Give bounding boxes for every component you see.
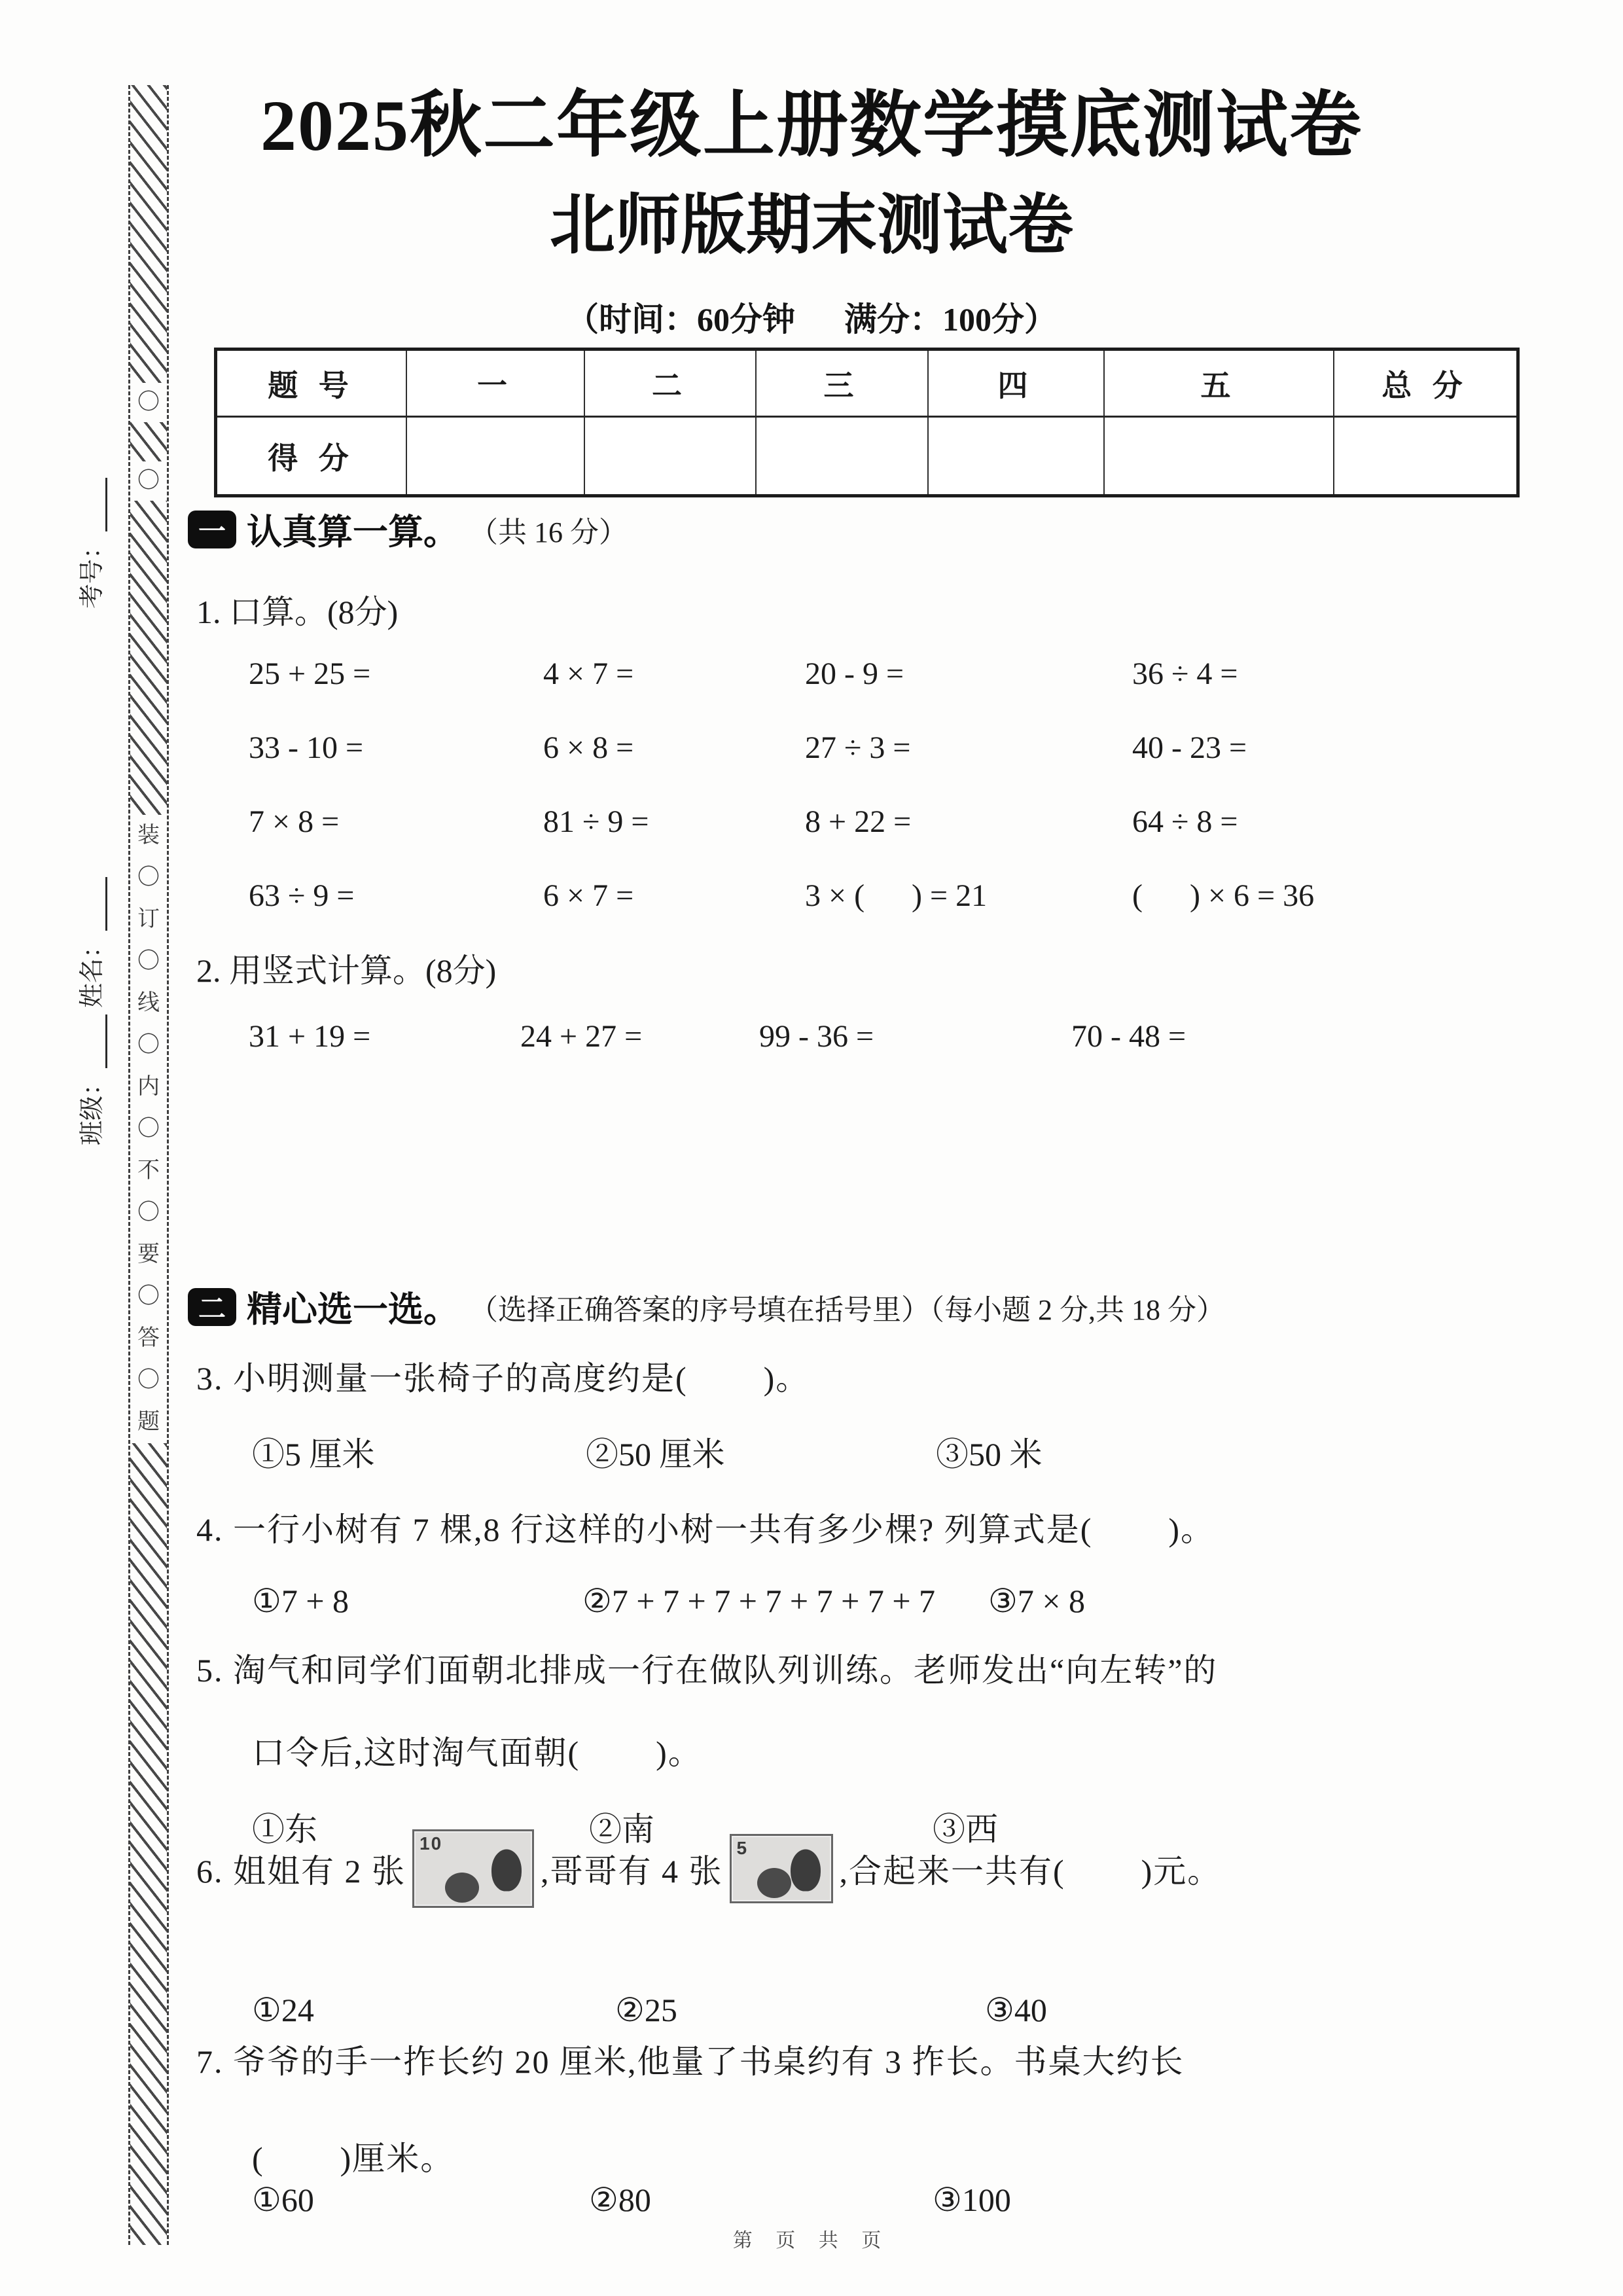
section-number-badge: 一 [188,511,236,548]
question-2-label: 2. 用竖式计算。(8分) [196,952,497,989]
option-item: ①24 [252,1992,314,2028]
student-name-blank [83,877,107,931]
seal-text-sequence [137,815,160,1443]
vertical-calc-problem: 99 - 36 = [759,1019,874,1054]
exam-number-blank [83,478,107,531]
math-problem: 36 ÷ 4 = [1132,656,1238,691]
math-problem: 63 ÷ 9 = [249,878,355,913]
seal-circle: 〇 [137,390,160,414]
score-table-column-header: 三 [755,351,927,416]
portrait-silhouette [491,1850,522,1892]
seal-character: 装 [137,823,160,848]
option-item: ①5 厘米 [252,1436,375,1473]
section-one-points-note: （共 16 分） [469,516,628,548]
math-problem: 4 × 7 = [543,656,634,691]
score-table-column-header: 四 [927,351,1103,416]
score-cell-empty [927,418,1103,494]
score-table [214,348,1520,497]
seal-character: 线 [137,991,160,1015]
seal-character: 不 [137,1158,160,1183]
oral-math-grid [249,656,1459,952]
question-1-label: 1. 口算。(8分) [196,594,399,630]
question-3-options [252,1428,1043,1475]
question-6-options [252,1991,1047,2029]
seal-strip [128,85,169,2245]
student-name-label: 姓名： [79,933,106,1008]
math-problem: 7 × 8 = [249,804,340,839]
option-item: ③40 [985,1992,1047,2028]
math-problem: 27 ÷ 3 = [805,730,911,765]
math-problem: 25 + 25 = [249,656,371,691]
score-cell-empty [1103,418,1333,494]
question-6-text-suffix: ,合起来一共有( )元。 [839,1853,1222,1890]
question-7-text-line1: 7. 爷爷的手一拃长约 20 厘米,他量了书桌约有 3 拃长。书桌大约长 [196,2043,1185,2080]
score-table-score-row [217,418,1516,494]
section-one-header [188,504,628,554]
math-problem: ( ) × 6 = 36 [1132,878,1315,913]
score-table-column-header: 二 [584,351,755,416]
math-problem: 81 ÷ 9 = [543,804,649,839]
math-problem: 6 × 7 = [543,878,634,913]
section-number-badge: 二 [188,1288,236,1326]
option-item: ①60 [252,2181,314,2218]
option-item: ②25 [615,1992,677,2028]
section-one-title: 认真算一算。 [247,512,459,552]
score-table-header-row [217,351,1516,418]
question-6-text-prefix: 6. 姐姐有 2 张 [196,1853,406,1890]
vertical-calc-problem: 31 + 19 = [249,1019,371,1054]
question-3-text: 3. 小明测量一张椅子的高度约是( )。 [196,1360,810,1397]
vertical-calc-problem: 70 - 48 = [1071,1019,1186,1054]
question-4-text: 4. 一行小树有 7 棵,8 行这样的小树一共有多少棵? 列算式是( )。 [196,1511,1215,1548]
hatch-marks [130,501,167,815]
score-table-column-header: 总 分 [1333,351,1516,416]
option-item: ②南 [589,1811,654,1848]
seal-character: 内 [137,1075,160,1099]
question-4-options [252,1582,1085,1620]
option-item: ③西 [933,1811,998,1848]
option-item: ②50 厘米 [586,1436,725,1473]
paper-subtitle: 北师版期末测试卷 [550,189,1073,262]
math-problem: 33 - 10 = [249,730,364,765]
time-and-score-meta: （时间：60分钟 满分：100分） [566,301,1057,338]
banknote-ink-blob [757,1868,791,1898]
banknote-10-yuan-image [412,1829,534,1908]
banknote-denomination: 10 [419,1833,443,1854]
paper-title: 2025秋二年级上册数学摸底测试卷 [260,86,1363,166]
math-problem: 3 × ( ) = 21 [805,878,988,913]
score-cell-empty [584,418,755,494]
seal-character: 题 [137,1410,160,1434]
class-blank [83,1014,107,1068]
seal-character: 答 [137,1326,160,1350]
seal-character: 订 [137,907,160,931]
seal-character: 〇 [137,1033,160,1057]
question-7-options [252,2181,1011,2219]
seal-character: 〇 [137,1117,160,1141]
score-cell-empty [406,418,584,494]
seal-character: 〇 [137,1284,160,1308]
vertical-calc-problem: 24 + 27 = [520,1019,643,1054]
question-5-text-line2: 口令后,这时淘气面朝( )。 [252,1734,702,1771]
class-label: 班级： [79,1070,106,1145]
option-item: ①7 + 8 [252,1583,349,1619]
math-problem: 6 × 8 = [543,730,634,765]
seal-character: 〇 [137,949,160,973]
math-problem: 40 - 23 = [1132,730,1247,765]
seal-character: 〇 [137,865,160,889]
banknote-5-yuan-image [730,1834,833,1903]
math-problem: 64 ÷ 8 = [1132,804,1238,839]
seal-character: 〇 [137,1200,160,1225]
question-7-text-line2: ( )厘米。 [252,2140,455,2177]
score-table-row-label: 得 分 [268,441,355,475]
option-item: ③100 [933,2181,1011,2218]
question-6-text-middle: ,哥哥有 4 张 [541,1853,723,1890]
option-item: ②80 [589,2181,651,2218]
exam-number-field [76,478,107,609]
option-item: ①东 [252,1811,317,1848]
option-item: ③7 × 8 [988,1583,1086,1619]
page-footer: 第 页 共 页 [732,2230,891,2251]
score-table-column-header: 五 [1103,351,1333,416]
student-name-field [76,877,107,1008]
vertical-calc-row [249,1018,1459,1054]
math-problem: 8 + 22 = [805,804,912,839]
section-two-header [188,1282,1225,1332]
hatch-marks [130,85,167,383]
section-two-points-note: （选择正确答案的序号填在括号里）（每小题 2 分,共 18 分） [469,1293,1225,1326]
hatch-marks [130,1443,167,2245]
math-problem: 20 - 9 = [805,656,904,691]
score-table-column-header: 一 [406,351,584,416]
seal-circle: 〇 [137,469,160,493]
question-5-text-line1: 5. 淘气和同学们面朝北排成一行在做队列训练。老师发出“向左转”的 [196,1652,1218,1689]
portrait-silhouette [791,1850,821,1892]
hatch-marks [130,422,167,461]
seal-character: 要 [137,1242,160,1266]
option-item: ③50 米 [936,1436,1043,1473]
banknote-ink-blob [445,1873,479,1903]
section-two-title: 精心选一选。 [247,1290,459,1329]
seal-character: 〇 [137,1368,160,1392]
score-cell-empty [755,418,927,494]
banknote-denomination: 5 [736,1838,749,1858]
question-6-text [196,1820,1221,1918]
class-field [76,1014,107,1145]
exam-number-label: 考号： [79,533,106,609]
option-item: ②7 + 7 + 7 + 7 + 7 + 7 + 7 [582,1583,936,1619]
score-cell-empty [1333,418,1516,494]
score-table-header-label: 题 号 [268,368,355,403]
